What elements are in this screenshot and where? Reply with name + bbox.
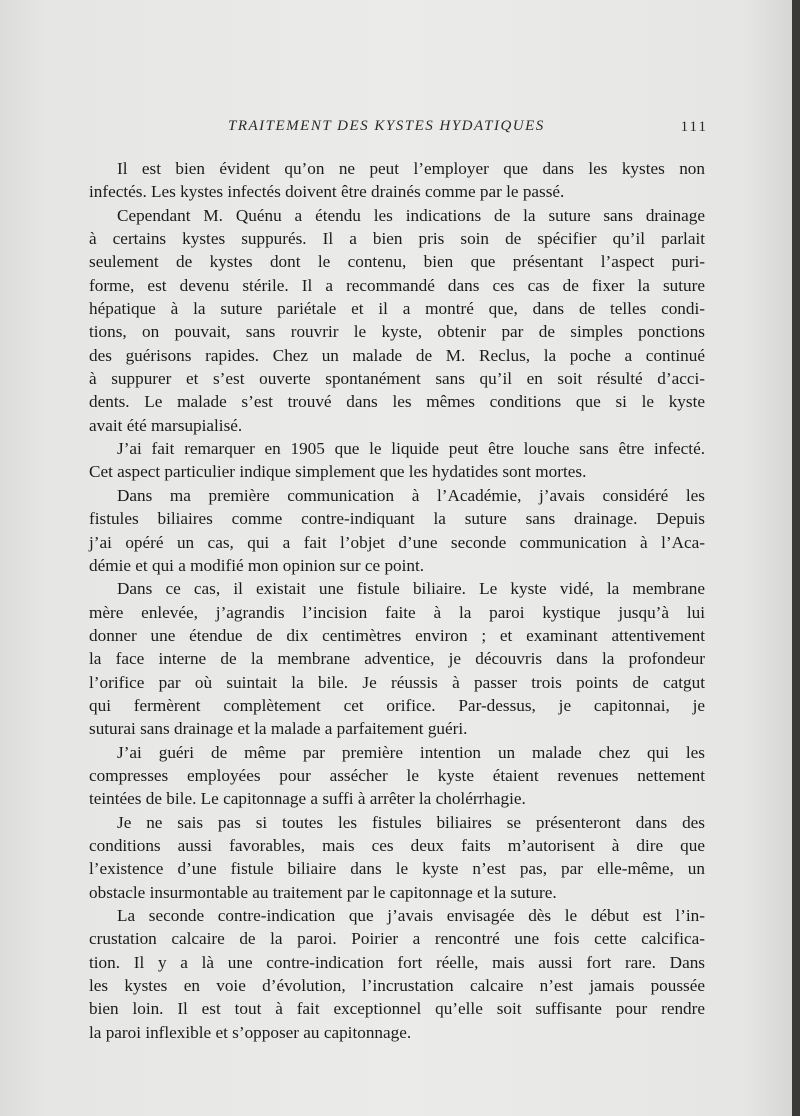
text-line: J’ai fait remarquer en 1905 que le liquide peut être louche sans être infecté. [117,439,705,459]
text-line: teintées de bile. Le capitonnage a suffi à arrêter la cholérrhagie. [89,789,526,809]
paragraph [89,484,705,577]
text-line: tions, on pouvait, sans rouvrir le kyste, obtenir par de simples ponctions [89,322,705,342]
text-line: fistules biliaires comme contre-indiquant la suture sans drainage. Depuis [89,509,705,529]
text-line: Il est bien évident qu’on ne peut l’employer que dans les kystes non [117,159,705,178]
paragraph [89,904,705,1044]
text-line: à suppurer et s’est ouverte spontanément sans qu’il en soit résulté d’acci- [89,369,705,389]
paragraph [89,741,705,811]
text-line: Cet aspect particulier indique simplement que les hydatides sont mortes. [89,462,587,482]
text-line: forme, est devenu stérile. Il a recommandé dans ces cas de fixer la suture [89,275,705,295]
text-line: qui fermèrent complètement cet orifice. Par-dessus, je capitonnai, je [89,695,705,715]
text-line: La seconde contre-indication que j’avais envisagée dès le début est l’in- [117,906,705,925]
text-line: Cependant M. Quénu a étendu les indications de la suture sans drainage [117,205,705,225]
text-line: Dans ce cas, il existait une fistule biliaire. Le kyste vidé, la membrane [117,579,705,599]
paragraph [89,204,705,437]
paragraph [89,577,705,740]
text-line: la paroi inflexible et s’opposer au capitonnage. [89,1022,412,1042]
page-header [118,118,708,140]
text-line: conditions aussi favorables, mais ces deux faits m’autorisent à dire que [89,835,705,855]
text-line: suturai sans drainage et la malade a parfaitement guéri. [89,719,468,739]
text-line: avait été marsupialisé. [89,415,243,435]
text-line: crustation calcaire de la paroi. Poirier a rencontré une fois cette calcifica- [89,929,705,949]
text-line: mère enlevée, j’agrandis l’incision faite à la paroi kystique jusqu’à lui [89,602,705,622]
text-line: J’ai guéri de même par première intention un malade chez qui les [117,742,705,762]
page-number: 111 [680,119,708,135]
paragraph [89,157,705,204]
text-line: tion. Il y a là une contre-indication fort réelle, mais aussi fort rare. Dans [89,952,705,972]
text-line: l’existence d’une fistule biliaire dans le kyste n’est pas, par elle-même, un [89,859,705,879]
text-line: bien loin. Il est tout à fait exceptionnel qu’elle soit suffisante pour rendre [89,999,705,1019]
running-title: TRAITEMENT DES KYSTES HYDATIQUES [228,118,545,134]
text-line: les kystes en voie d’évolution, l’incrustation calcaire n’est jamais poussée [89,976,705,996]
text-line: la face interne de la membrane adventice, je découvris dans la profondeur [89,649,705,669]
paragraph [89,437,705,484]
text-line: démie et qui a modifié mon opinion sur ce point. [89,555,425,575]
text-line: seulement de kystes dont le contenu, bien que présentant l’aspect puri- [89,252,705,272]
text-line: des guérisons rapides. Chez un malade de M. Reclus, la poche a continué [89,345,705,365]
text-line: j’ai opéré un cas, qui a fait l’objet d’une seconde communication à l’Aca- [89,532,705,552]
text-line: infectés. Les kystes infectés doivent être drainés comme par le passé. [89,182,565,202]
text-line: donner une étendue de dix centimètres environ ; et examinant attentivement [89,625,705,645]
paragraph [89,811,705,904]
text-line: dents. Le malade s’est trouvé dans les mêmes conditions que si le kyste [89,392,705,412]
text-line: hépatique à la suture pariétale et il a montré que, dans de telles condi- [89,299,705,319]
text-line: à certains kystes suppurés. Il a bien pris soin de spécifier qu’il parlait [89,229,705,249]
text-line: Dans ma première communication à l’Académie, j’avais considéré les [117,485,705,505]
text-line: Je ne sais pas si toutes les fistules biliaires se présenteront dans des [117,812,705,832]
text-line: compresses employées pour assécher le kyste étaient revenues nettement [89,765,705,785]
body-text [89,157,705,1044]
text-line: obstacle insurmontable au traitement par le capitonnage et la suture. [89,882,557,902]
text-line: l’orifice par où suintait la bile. Je réussis à passer trois points de catgut [89,672,705,692]
